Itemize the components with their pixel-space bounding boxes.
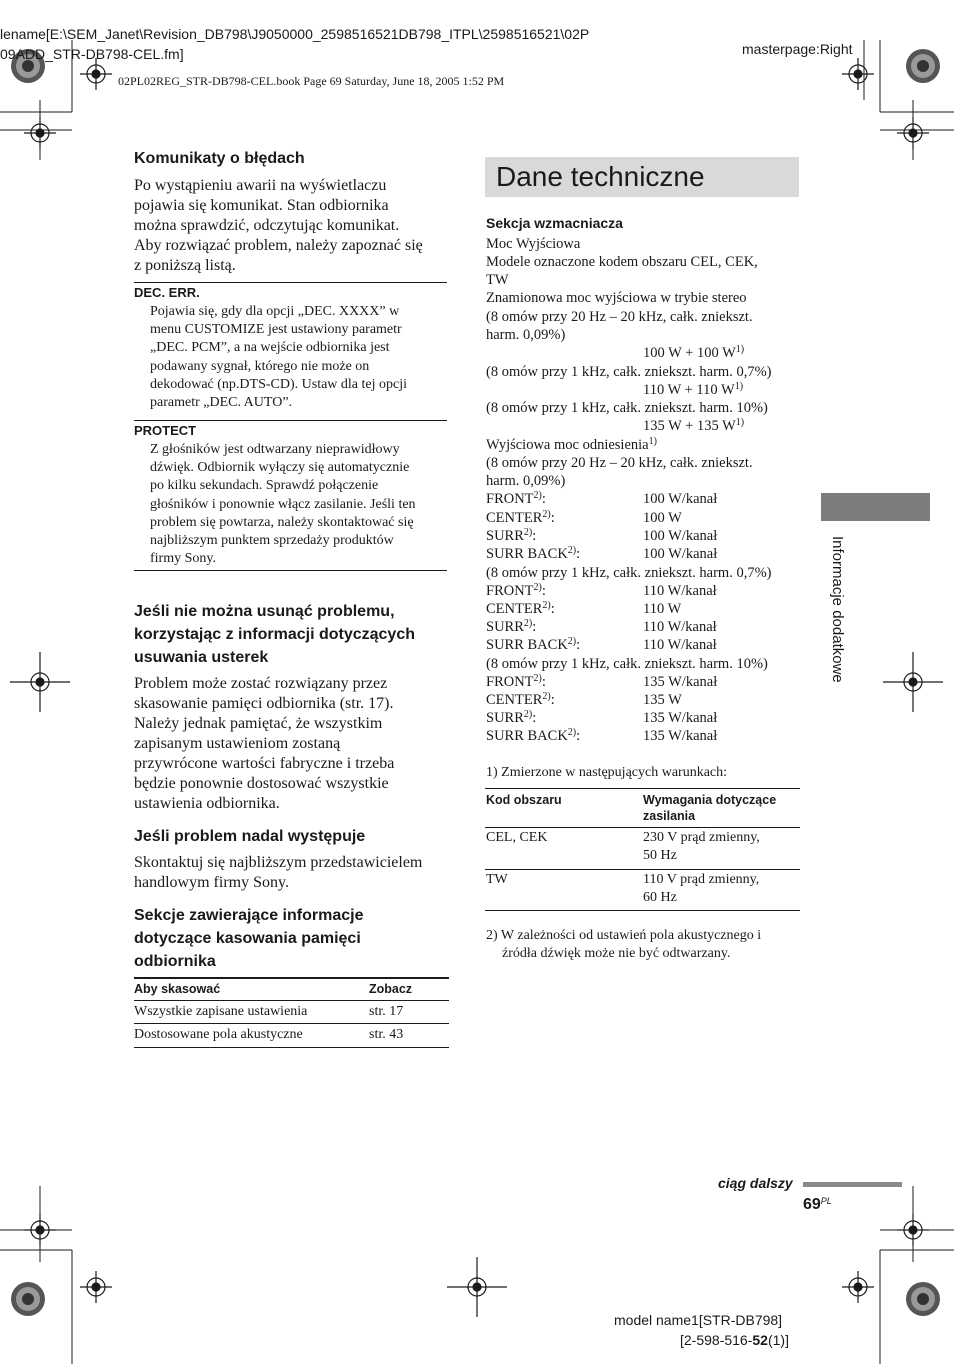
dec-err-text: Pojawia się, gdy dla opcji „DEC. XXXX” w menu CUSTOMIZE jest ustawiony parametr „DEC. PCM”, a na wejście odbiornika jest podawany sygnał, którego nie może on dekodować (np.DTS-CD). Ustaw dla tej opcji parametr „DEC. AUTO”. <box>150 304 407 411</box>
spec-line: (8 omów przy 1 kHz, całk. zniekszt. harm. 0,7%) <box>486 565 772 581</box>
header-filename <box>0 24 589 64</box>
spec-line: Wyjściowa moc odniesienia$^{1)}$ <box>486 436 657 453</box>
channel-label: FRONT$^{2)}$: <box>486 582 546 599</box>
divider <box>134 420 447 421</box>
persist-text: Skontaktuj się najbliższym przedstawicielem handlowym firmy Sony. <box>134 854 423 891</box>
channel-label: FRONT$^{2)}$: <box>486 673 546 690</box>
channel-value: 110 W <box>643 601 682 617</box>
table-cell: CEL, CEK <box>486 830 548 845</box>
continued-bar <box>803 1182 902 1187</box>
continued-label: ciąg dalszy <box>718 1175 793 1191</box>
channel-label: CENTER$^{2)}$: <box>486 600 555 617</box>
spec-value: 135 W + 135 $W^{1)}$ <box>643 417 745 434</box>
power-table-col1: Kod obszaru <box>486 793 562 807</box>
persist-heading: Jeśli problem nadal występuje <box>134 828 366 845</box>
channel-value: 100 W/kanał <box>643 491 718 507</box>
page-number: $69^{PL}$ <box>803 1196 832 1213</box>
spec-value: 110 W + 110 $W^{1)}$ <box>643 381 744 398</box>
spec-line: (8 omów przy 1 kHz, całk. zniekszt. harm. 0,7%) <box>486 364 772 380</box>
table-rule <box>485 910 800 911</box>
table-cell: Dostosowane pola akustyczne <box>134 1027 303 1042</box>
unsolved-text: Problem może zostać rozwiązany przez skasowanie pamięci odbiornika (str. 17). Należy jednak pamiętać, że wszystkim zapisanym ustawieniom zostaną przywrócone wartości fabryczne i trzeba będzie ponownie dostosować wszystkie ustawienia odbiornika. <box>134 675 395 812</box>
spec-line: harm. 0,09%) <box>486 473 566 489</box>
footnote-2-line-2: źródła dźwięk może nie być odtwarzany. <box>502 946 731 961</box>
section-heading: Sekcja wzmacniacza <box>486 215 623 231</box>
protect-text: Z głośników jest odtwarzany nieprawidłowy dźwięk. Odbiornik wyłączy się automatycznie po kilku sekundach. Sprawdź połączenie głośników i ponownie włącz zasilanie. Jeśli ten problem się powtarza, należy skontaktować się najbliższym punktem sprzedaży produktów firmy Sony. <box>150 442 416 567</box>
model-name: model name1[STR-DB798] <box>614 1312 783 1328</box>
divider <box>134 570 447 571</box>
errors-heading: Komunikaty o błędach <box>134 150 305 167</box>
book-info: 02PL02REG_STR-DB798-CEL.book Page 69 Saturday, June 18, 2005 1:52 PM <box>118 74 505 88</box>
spec-line: Moc Wyjściowa <box>486 236 581 252</box>
table-top-rule <box>134 977 449 979</box>
page-title: Dane techniczne <box>496 161 705 192</box>
channel-label: SURR BACK$^{2)}$: <box>486 636 581 653</box>
channel-label: SURR BACK$^{2)}$: <box>486 545 581 562</box>
table-rule <box>485 827 800 828</box>
channel-label: CENTER$^{2)}$: <box>486 509 555 526</box>
table-cell: str. 17 <box>369 1004 404 1019</box>
channel-label: CENTER$^{2)}$: <box>486 691 555 708</box>
table-rule <box>134 1047 449 1048</box>
channel-value: 135 W <box>643 692 682 708</box>
footnote-1: 1) Zmierzone w następujących warunkach: <box>486 765 728 780</box>
channel-label: SURR$^{2)}$: <box>486 527 537 544</box>
protect-title: PROTECT <box>134 423 197 438</box>
filename-line-1: lename[E:\SEM_Janet\Revision_DB798\J9050000_2598516521DB798_ITPL\2598516521\02P <box>0 26 590 42</box>
reset-table-col2: Zobacz <box>369 982 413 996</box>
spec-line: (8 omów przy 20 Hz – 20 kHz, całk. zniekszt. <box>486 309 753 325</box>
channel-label: FRONT$^{2)}$: <box>486 490 546 507</box>
channel-label: SURR$^{2)}$: <box>486 618 537 635</box>
channel-value: 135 W/kanał <box>643 674 718 690</box>
table-rule <box>485 869 800 870</box>
channel-value: 100 W <box>643 510 682 526</box>
table-top-rule <box>485 788 800 789</box>
spec-line: (8 omów przy 1 kHz, całk. zniekszt. harm. 10%) <box>486 656 768 672</box>
model-code: [2-598-516-52(1)] <box>680 1332 789 1348</box>
unsolved-heading: Jeśli nie można usunąć problemu, korzystając z informacji dotyczących usuwania usterek <box>134 603 415 666</box>
channel-value: 110 W/kanał <box>643 583 717 599</box>
spec-line: Modele oznaczone kodem obszaru CEL, CEK, <box>486 254 758 270</box>
table-cell: Wszystkie zapisane ustawienia <box>134 1004 308 1019</box>
side-tab <box>821 493 930 521</box>
table-cell: str. 43 <box>369 1027 404 1042</box>
channel-value: 100 W/kanał <box>643 546 718 562</box>
channel-value: 110 W/kanał <box>643 637 717 653</box>
spec-line: Znamionowa moc wyjściowa w trybie stereo <box>486 290 747 306</box>
side-label: Informacje dodatkowe <box>829 536 846 683</box>
filename-line-2: 09ADD_STR-DB798-CEL.fm] <box>0 46 184 62</box>
table-cell: 230 V prąd zmienny, 50 Hz <box>643 830 760 863</box>
table-cell: TW <box>486 872 508 887</box>
channel-value: 100 W/kanał <box>643 528 718 544</box>
channel-value: 135 W/kanał <box>643 728 718 744</box>
errors-intro: Po wystąpieniu awarii na wyświetlaczu pojawia się komunikat. Stan odbiornika można sprawdzić, odczytując komunikat. Aby rozwiązać problem, należy zapoznać się z poniższą listą. <box>134 177 423 274</box>
masterpage-label: masterpage:Right <box>742 41 853 57</box>
channel-value: 110 W/kanał <box>643 619 717 635</box>
table-rule <box>134 1000 449 1001</box>
table-cell: 110 V prąd zmienny, 60 Hz <box>643 872 760 905</box>
spec-line: TW <box>486 272 509 288</box>
footnote-2-line-1: 2) W zależności od ustawień pola akustycznego i <box>486 928 762 943</box>
spec-line: (8 omów przy 20 Hz – 20 kHz, całk. zniekszt. <box>486 455 753 471</box>
dec-err-title: DEC. ERR. <box>134 285 200 300</box>
channel-label: SURR$^{2)}$: <box>486 709 537 726</box>
channel-value: 135 W/kanał <box>643 710 718 726</box>
spec-line: harm. 0,09%) <box>486 327 566 343</box>
reset-heading: Sekcje zawierające informacje dotyczące kasowania pamięci odbiornika <box>134 907 364 970</box>
power-table-col2: Wymagania dotyczące zasilania <box>643 793 777 823</box>
channel-label: SURR BACK$^{2)}$: <box>486 727 581 744</box>
spec-line: (8 omów przy 1 kHz, całk. zniekszt. harm. 10%) <box>486 400 768 416</box>
spec-value: 100 W + 100 $W^{1)}$ <box>643 344 745 361</box>
divider <box>134 282 447 283</box>
reset-table-col1: Aby skasować <box>134 982 221 996</box>
table-rule <box>134 1023 449 1024</box>
